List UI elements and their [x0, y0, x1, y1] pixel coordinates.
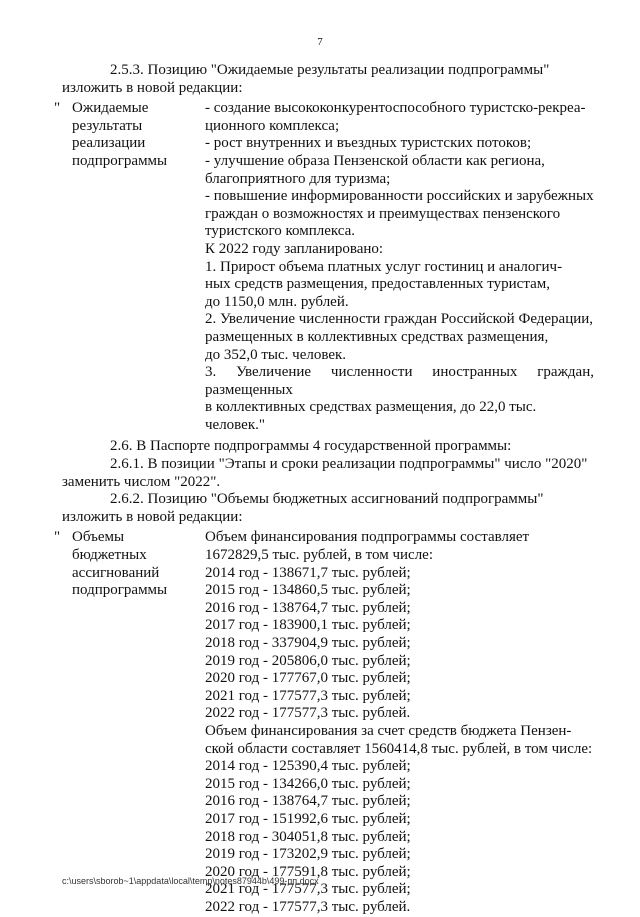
paragraph-line: изложить в новой редакции:	[62, 79, 243, 96]
body-line: 1. Прирост объема платных услуг гостиниц и аналогич-	[205, 258, 563, 275]
body-line: 2020 год - 177591,8 тыс. рублей;	[205, 863, 411, 880]
paragraph-2-6	[86, 438, 594, 456]
body-line: 2014 год - 138671,7 тыс. рублей;	[205, 564, 411, 581]
entry-label-budget-allocations	[72, 529, 196, 599]
opening-quote: "	[54, 529, 61, 546]
body-line: 2. Увеличение численности граждан Российской Федерации,	[205, 311, 594, 328]
paragraph-line: 2.5.3. Позицию "Ожидаемые результаты реализации подпрограммы"	[110, 62, 550, 78]
body-line: - повышение информированности российских и зарубежных	[205, 188, 594, 205]
body-line: размещенных в коллективных средствах размещения,	[205, 328, 549, 345]
body-line: 2018 год - 337904,9 тыс. рублей;	[205, 635, 411, 651]
document-body	[0, 62, 640, 917]
paragraph-line: 2.6.1. В позиции "Этапы и сроки реализации подпрограммы" число "2020"	[110, 456, 588, 473]
body-line: 2020 год - 177767,0 тыс. рублей;	[205, 670, 411, 687]
body-line: - создание высококонкурентоспособного туристско-рекреа-	[205, 100, 586, 117]
body-line: 3. Увеличение численности иностранных граждан, размещенных	[205, 364, 594, 398]
body-line: 2022 год - 177577,3 тыс. рублей.	[205, 898, 411, 915]
paragraph-2-6-1	[62, 456, 594, 491]
label-line: ассигнований	[72, 564, 160, 581]
body-line: 2022 год - 177577,3 тыс. рублей.	[205, 705, 411, 722]
body-line: 2015 год - 134266,0 тыс. рублей;	[205, 775, 411, 792]
body-line: 1672829,5 тыс. рублей, в том числе:	[205, 547, 434, 564]
label-line: Объемы	[72, 529, 125, 546]
label-line: результаты	[72, 117, 143, 134]
body-line: ской области составляет 1560414,8 тыс. рублей, в том числе:	[205, 740, 593, 757]
body-line: К 2022 году запланировано:	[205, 240, 384, 257]
opening-quote: "	[54, 100, 61, 117]
body-line: туристского комплекса.	[205, 223, 356, 240]
label-line: подпрограммы	[72, 582, 168, 599]
body-line: 2017 год - 183900,1 тыс. рублей;	[205, 617, 411, 634]
file-path-footer: c:\users\sborob~1\appdata\local\temp\notes87944b\499-пп.docx	[62, 876, 319, 886]
body-line: 2016 год - 138764,7 тыс. рублей;	[205, 793, 411, 810]
body-line: ных средств размещения, предоставленных туристам,	[205, 276, 550, 293]
body-line: до 352,0 тыс. человек.	[205, 346, 347, 363]
body-line: до 1150,0 млн. рублей.	[205, 293, 349, 310]
paragraph-line: 2.6.2. Позицию "Объемы бюджетных ассигнований подпрограммы"	[110, 491, 544, 508]
entry-body-expected-results	[205, 100, 594, 434]
body-line: 2014 год - 125390,4 тыс. рублей;	[205, 758, 411, 775]
label-line: подпрограммы	[72, 152, 168, 169]
body-line: 2018 год - 304051,8 тыс. рублей;	[205, 828, 411, 845]
body-line: ционного комплекса;	[205, 117, 340, 134]
expected-results-entry	[0, 100, 640, 434]
body-line: благоприятного для туризма;	[205, 170, 391, 187]
body-line: 2021 год - 177577,3 тыс. рублей;	[205, 881, 411, 898]
body-line: Объем финансирования за счет средств бюджета Пензен-	[205, 722, 572, 739]
page-number: 7	[317, 36, 323, 48]
label-line: бюджетных	[72, 547, 147, 564]
budget-allocations-entry	[0, 529, 640, 916]
body-line: 2019 год - 205806,0 тыс. рублей;	[205, 652, 411, 669]
paragraph-line: 2.6. В Паспорте подпрограммы 4 государственной программы:	[110, 438, 512, 455]
body-line: - улучшение образа Пензенской области как региона,	[205, 152, 545, 169]
label-line: реализации	[72, 135, 146, 152]
label-line: Ожидаемые	[72, 100, 149, 117]
body-line: 2015 год - 134860,5 тыс. рублей;	[205, 582, 411, 599]
paragraph-2-6-2	[62, 491, 594, 526]
paragraph-line: изложить в новой редакции:	[62, 508, 243, 525]
paragraph-2-5-3	[62, 62, 594, 97]
body-line: в коллективных средствах размещения, до 22,0 тыс. человек."	[205, 399, 537, 433]
body-line: - рост внутренних и въездных туристских потоков;	[205, 135, 532, 152]
paragraph-line: заменить числом "2022".	[62, 473, 221, 490]
body-line: 2016 год - 138764,7 тыс. рублей;	[205, 599, 411, 616]
entry-label-expected-results	[72, 100, 196, 170]
entry-body-budget-allocations	[205, 529, 594, 916]
body-line: граждан о возможностях и преимуществах пензенского	[205, 205, 561, 222]
body-line: 2017 год - 151992,6 тыс. рублей;	[205, 810, 411, 827]
body-line: 2019 год - 173202,9 тыс. рублей;	[205, 846, 411, 863]
body-line: Объем финансирования подпрограммы составляет	[205, 529, 530, 546]
body-line: 2021 год - 177577,3 тыс. рублей;	[205, 687, 411, 704]
